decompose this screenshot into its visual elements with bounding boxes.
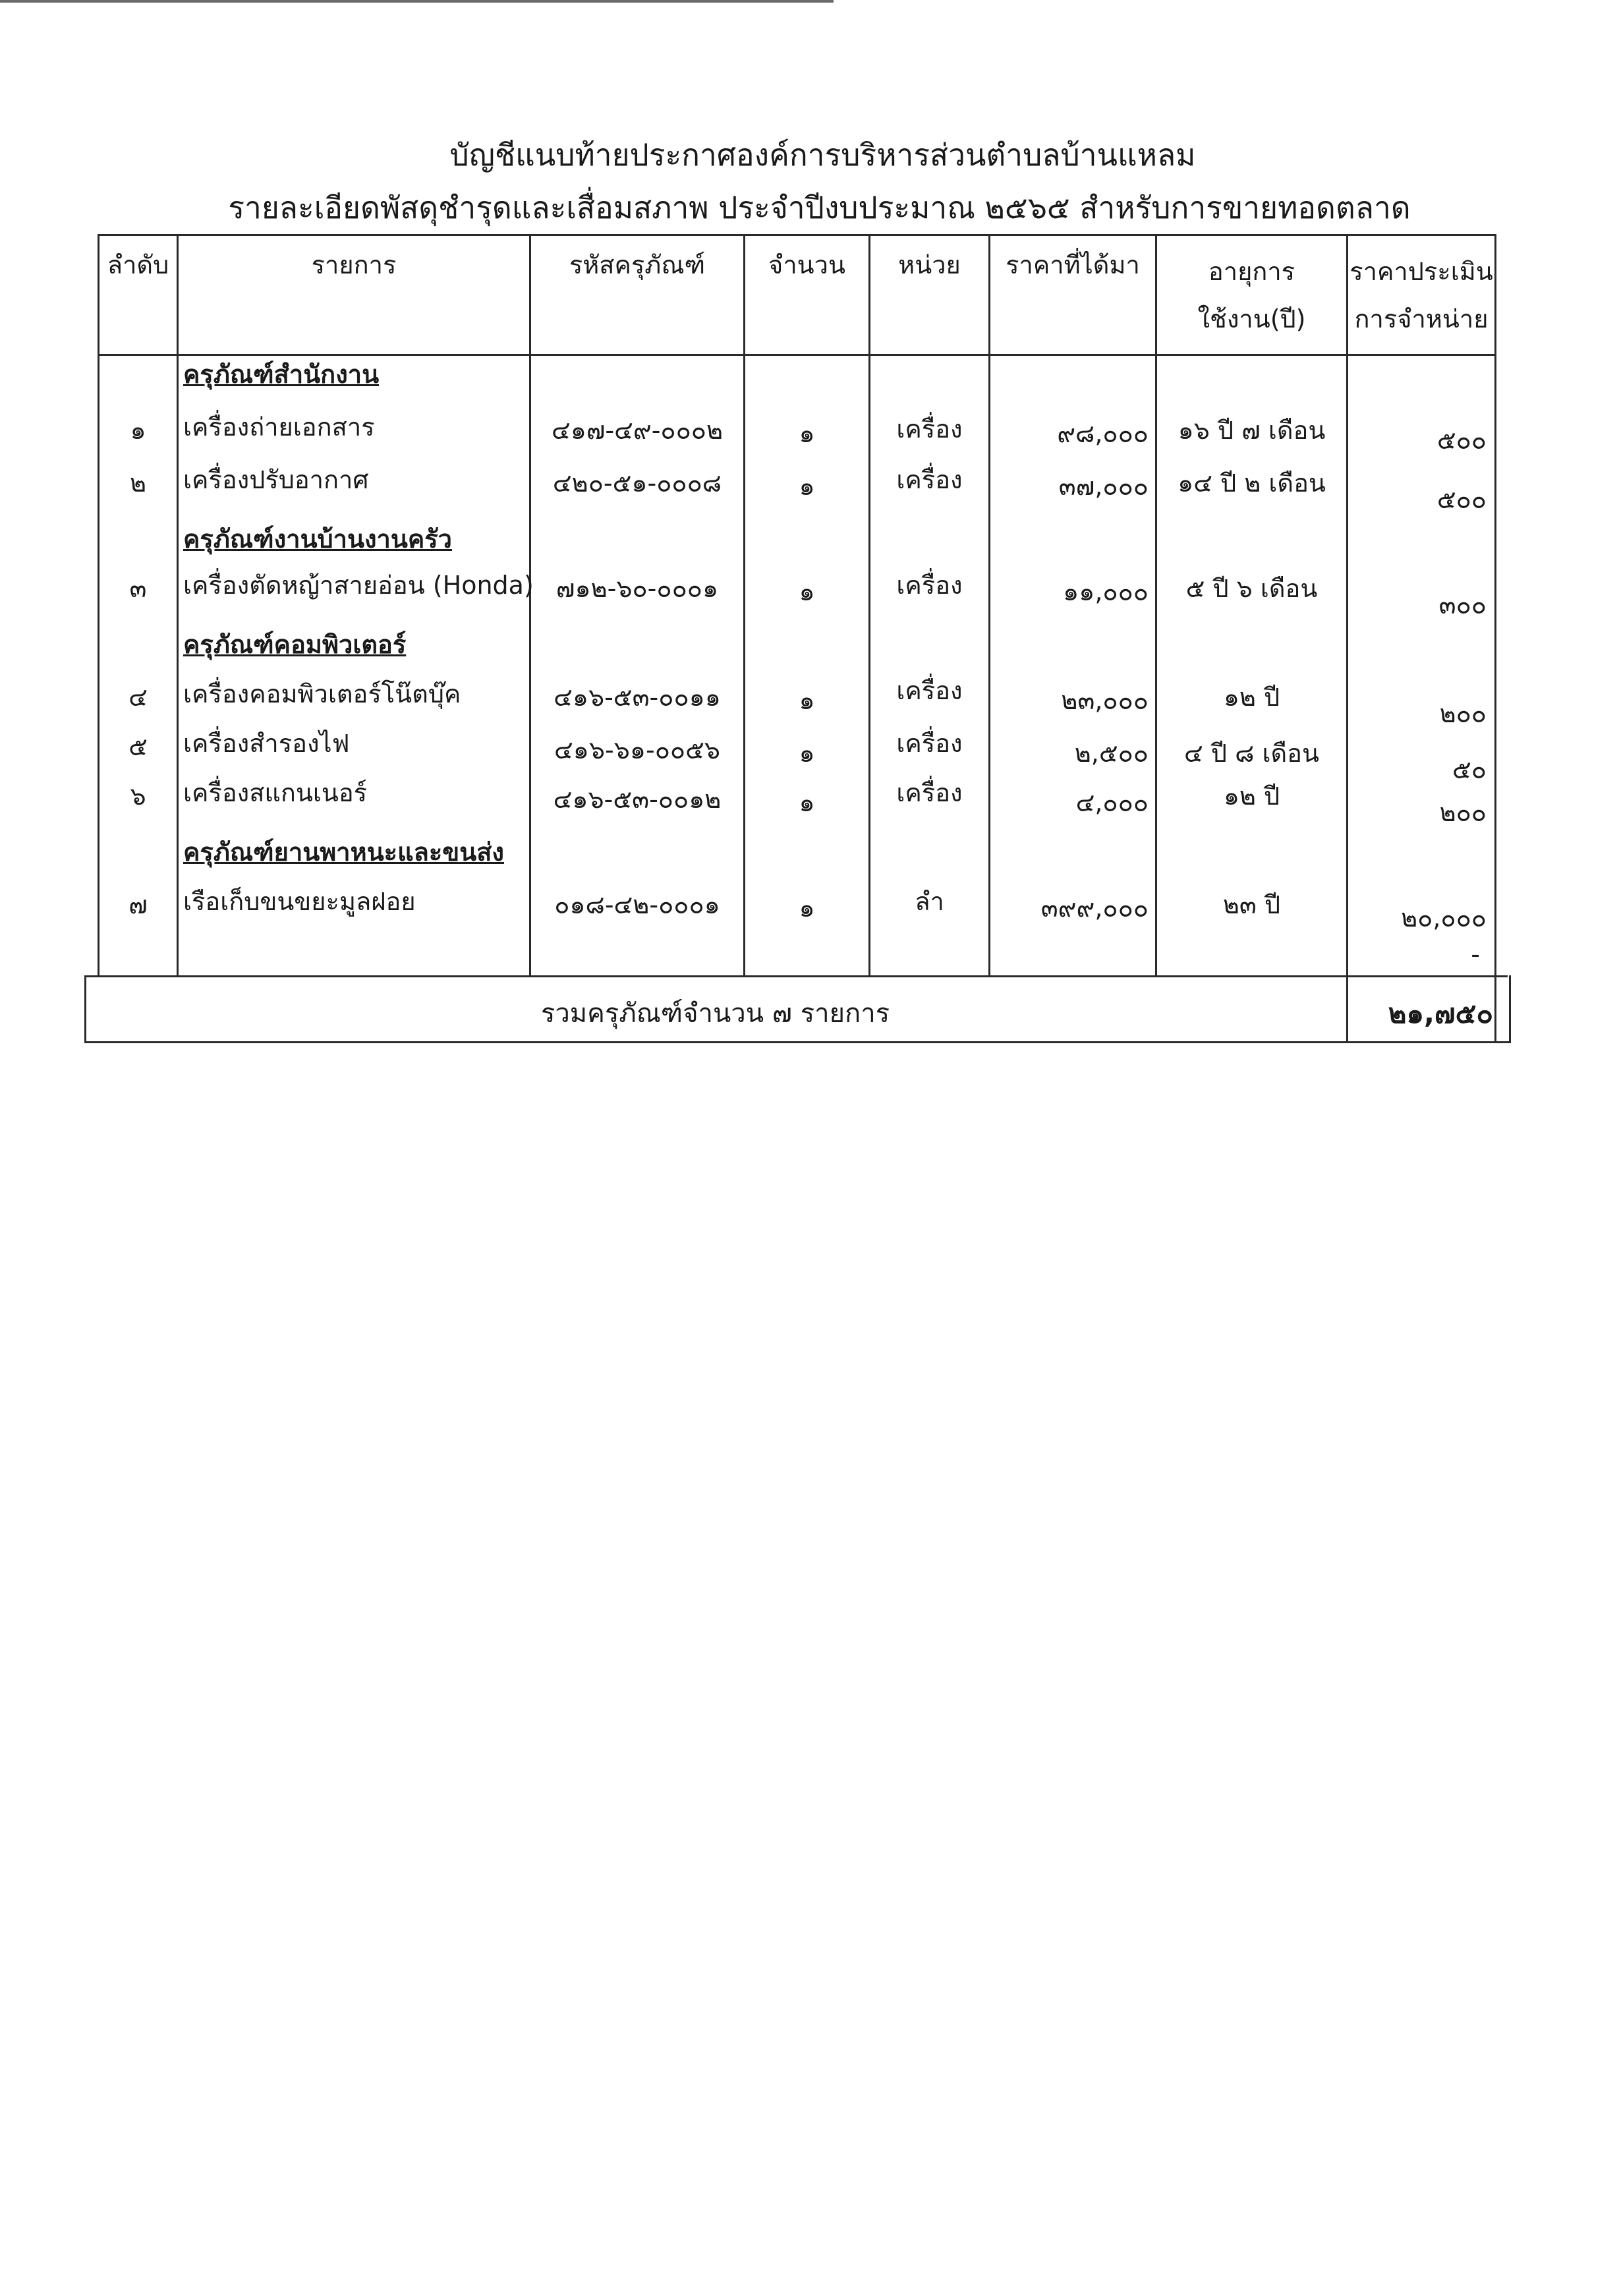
row-2-code: ๔๒๐-๕๑-๐๐๐๘	[552, 469, 722, 498]
row-5-age: ๔ ปี ๘ เดือน	[1184, 739, 1319, 768]
table-top-border	[98, 234, 1494, 236]
row-5-price: ๒,๕๐๐	[1074, 739, 1149, 768]
row-1-no: ๑	[130, 416, 146, 445]
row-3-qty: ๑	[799, 577, 815, 606]
row-6-age: ๑๒ ปี	[1223, 782, 1280, 811]
row-5-eval: ๕๐	[1452, 755, 1487, 784]
row-2-age: ๑๔ ปี ๒ เดือน	[1178, 469, 1326, 498]
row-5-qty: ๑	[799, 739, 815, 768]
row-5-no: ๕	[128, 732, 148, 761]
row-7-unit: ลำ	[915, 887, 944, 916]
col-line-8	[1494, 234, 1496, 1041]
scan-top-edge	[0, 0, 834, 3]
col-line-4	[868, 234, 870, 975]
header-eval-line2: การจำหน่าย	[1354, 304, 1489, 333]
col-line-1	[177, 234, 179, 975]
row-4-unit: เครื่อง	[896, 676, 963, 705]
row-6-qty: ๑	[799, 788, 815, 817]
row-3-eval: ๓๐๐	[1438, 590, 1487, 619]
title-line-1: บัญชีแนบท้ายประกาศองค์การบริหารส่วนตำบลบ้านแหลม	[449, 137, 1196, 173]
header-item: รายการ	[311, 250, 397, 279]
row-4-item: เครื่องคอมพิวเตอร์โน๊ตบุ๊ค	[183, 679, 461, 708]
header-no: ลำดับ	[107, 250, 169, 279]
row-2-price: ๓๗,๐๐๐	[1058, 472, 1149, 501]
header-price: ราคาที่ได้มา	[1006, 250, 1140, 279]
row-2-item: เครื่องปรับอากาศ	[183, 465, 369, 494]
header-eval-line1: ราคาประเมิน	[1349, 257, 1493, 286]
row-1-price: ๙๘,๐๐๐	[1057, 419, 1149, 448]
row-7-qty: ๑	[799, 894, 815, 923]
header-age-line2: ใช้งาน(ปี)	[1197, 304, 1306, 333]
row-2-unit: เครื่อง	[896, 465, 963, 494]
row-7-no: ๗	[128, 890, 148, 919]
body-bottom-border	[84, 975, 1508, 977]
total-label: รวมครุภัณฑ์จำนวน ๗ รายการ	[540, 998, 890, 1029]
header-unit: หน่วย	[898, 250, 961, 279]
row-3-item: เครื่องตัดหญ้าสายอ่อน (Honda)	[183, 571, 534, 600]
row-1-code: ๔๑๗-๔๙-๐๐๐๒	[551, 416, 724, 445]
row-4-age: ๑๒ ปี	[1223, 683, 1280, 712]
row-3-age: ๕ ปี ๖ เดือน	[1185, 574, 1318, 603]
header-code: รหัสครุภัณฑ์	[569, 250, 706, 279]
row-6-code: ๔๑๖-๕๓-๐๐๑๒	[553, 785, 722, 814]
category-computer: ครุภัณฑ์คอมพิวเตอร์	[183, 630, 407, 659]
row-5-code: ๔๑๖-๖๑-๐๐๕๖	[554, 735, 720, 764]
row-3-code: ๗๑๒-๖๐-๐๐๐๑	[555, 574, 719, 603]
table-bottom-border	[84, 1041, 1511, 1043]
category-office: ครุภัณฑ์สำนักงาน	[183, 360, 380, 389]
row-6-no: ๖	[130, 782, 146, 811]
row-7-code: ๐๑๘-๔๒-๐๐๐๑	[554, 890, 720, 919]
row-6-unit: เครื่อง	[896, 778, 963, 807]
total-value: ๒๑,๗๕๐	[1388, 997, 1493, 1029]
row-4-no: ๔	[128, 683, 148, 712]
total-right-border	[1509, 975, 1511, 1043]
header-qty: จำนวน	[768, 250, 845, 279]
row-3-price: ๑๑,๐๐๐	[1063, 577, 1149, 606]
row-1-eval: ๕๐๐	[1436, 426, 1487, 455]
document-title	[0, 132, 1619, 231]
row-7-age: ๒๓ ปี	[1222, 890, 1281, 919]
row-4-eval: ๒๐๐	[1439, 699, 1487, 728]
row-3-no: ๓	[129, 574, 147, 603]
row-1-age: ๑๖ ปี ๗ เดือน	[1178, 416, 1326, 445]
row-4-qty: ๑	[799, 686, 815, 715]
row-4-price: ๒๓,๐๐๐	[1061, 686, 1149, 715]
row-7-eval: ๒๐,๐๐๐	[1401, 904, 1487, 933]
row-3-unit: เครื่อง	[896, 571, 963, 600]
row-5-unit: เครื่อง	[896, 729, 963, 758]
row-1-unit: เครื่อง	[896, 415, 963, 444]
row-7-price: ๓๙๙,๐๐๐	[1040, 894, 1149, 923]
title-line-2: รายละเอียดพัสดุชำรุดและเสื่อมสภาพ ประจำปีงบประมาณ ๒๕๖๕ สำหรับการขายทอดตลาด	[228, 190, 1411, 225]
header-age-line1: อายุการ	[1208, 257, 1295, 286]
row-6-price: ๔,๐๐๐	[1075, 788, 1149, 817]
row-4-code: ๔๑๖-๕๓-๐๐๑๑	[554, 683, 721, 712]
row-5-item: เครื่องสำรองไฟ	[183, 729, 350, 758]
row-2-no: ๒	[129, 469, 147, 498]
row-6-eval: ๒๐๐	[1439, 798, 1487, 827]
row-7-item: เรือเก็บขนขยะมูลฝอย	[183, 887, 416, 916]
eval-dash: -	[1471, 940, 1480, 969]
category-vehicle: ครุภัณฑ์ยานพาหนะและขนส่ง	[183, 838, 504, 867]
row-6-item: เครื่องสแกนเนอร์	[183, 778, 368, 807]
row-1-item: เครื่องถ่ายเอกสาร	[183, 413, 375, 442]
category-household: ครุภัณฑ์งานบ้านงานครัว	[183, 525, 453, 554]
row-2-eval: ๕๐๐	[1436, 485, 1487, 514]
row-2-qty: ๑	[799, 472, 815, 501]
row-1-qty: ๑	[799, 419, 815, 448]
asset-table	[84, 234, 1511, 1045]
